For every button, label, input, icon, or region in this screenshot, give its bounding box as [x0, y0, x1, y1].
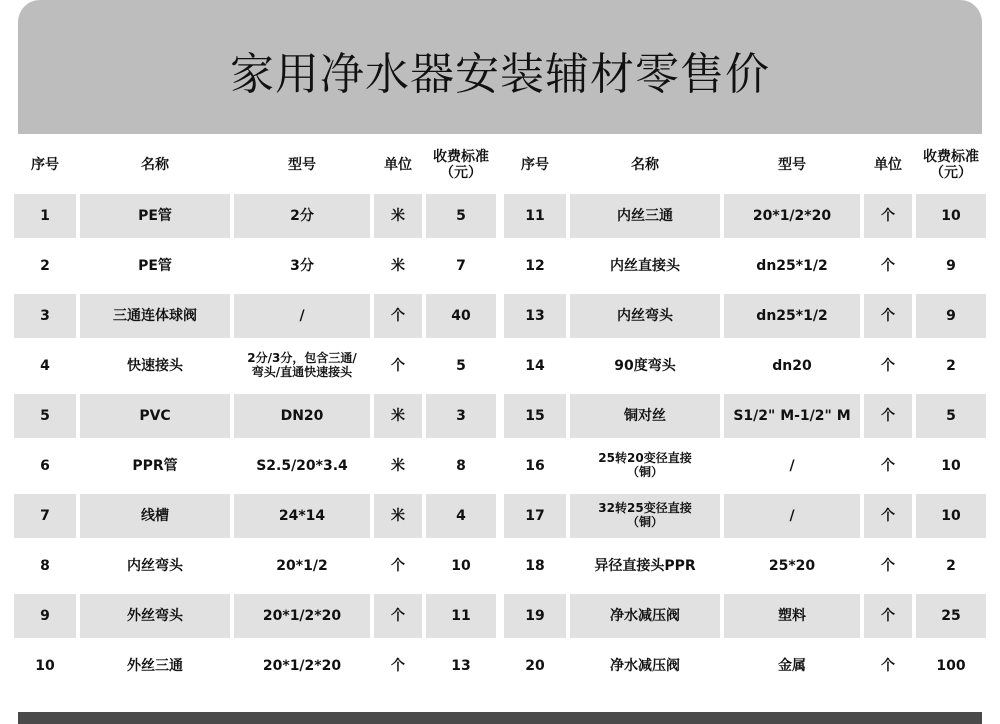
- table-row: [14, 344, 496, 388]
- cell-unit: 米: [374, 394, 422, 438]
- cell-unit: 个: [374, 594, 422, 638]
- table-row: [14, 594, 496, 638]
- price-table-right: [504, 140, 986, 695]
- cell-name: 三通连体球阀: [80, 294, 230, 338]
- cell-model: 20*1/2*20: [262, 657, 342, 674]
- table-row: [504, 594, 986, 638]
- cell-index: 6: [40, 457, 50, 474]
- header-model: 型号: [778, 156, 806, 173]
- table-header-row: [504, 140, 986, 190]
- cell-unit: 个: [864, 494, 912, 538]
- cell-model: /: [789, 457, 795, 474]
- cell-fee: 2: [946, 357, 956, 374]
- header-index: 序号: [31, 156, 59, 173]
- cell-fee: 5: [456, 357, 466, 374]
- cell-index: 1: [14, 194, 76, 238]
- cell-name: PVC: [80, 394, 230, 438]
- cell-unit: 个: [881, 557, 895, 574]
- table-row: [504, 544, 986, 588]
- table-row: [14, 244, 496, 288]
- cell-name: PE管: [80, 194, 230, 238]
- cell-name: 线槽: [80, 494, 230, 538]
- page-title: 家用净水器安装辅材零售价: [230, 49, 770, 100]
- cell-unit: 个: [374, 294, 422, 338]
- cell-fee: 10: [941, 457, 961, 474]
- cell-unit: 个: [864, 594, 912, 638]
- cell-fee: 25: [916, 594, 986, 638]
- table-row: [14, 644, 496, 688]
- cell-fee: 9: [946, 257, 956, 274]
- price-table-left: [14, 140, 504, 695]
- header-unit: 单位: [874, 156, 902, 173]
- cell-name: 90度弯头: [614, 357, 676, 374]
- cell-name: PPR管: [132, 457, 178, 474]
- cell-fee: 13: [451, 657, 471, 674]
- table-row: [14, 544, 496, 588]
- table-row: [14, 444, 496, 488]
- cell-index: 9: [14, 594, 76, 638]
- cell-model: 塑料: [724, 594, 860, 638]
- table-row: [504, 394, 986, 438]
- table-row: [504, 194, 986, 238]
- cell-unit: 个: [864, 294, 912, 338]
- cell-index: 10: [35, 657, 55, 674]
- cell-name: 25转20变径直接 （铜）: [598, 451, 692, 479]
- cell-fee: 11: [426, 594, 496, 638]
- cell-unit: 个: [881, 357, 895, 374]
- header-unit: 单位: [384, 156, 412, 173]
- header-fee: 收费标准 （元）: [433, 148, 489, 181]
- cell-fee: 2: [946, 557, 956, 574]
- cell-name: 内丝三通: [570, 194, 720, 238]
- cell-model: 20*1/2: [276, 557, 328, 574]
- cell-model: 2分: [234, 194, 370, 238]
- header-name: 名称: [141, 156, 169, 173]
- cell-name: 外丝弯头: [80, 594, 230, 638]
- cell-model: 24*14: [234, 494, 370, 538]
- cell-index: 3: [14, 294, 76, 338]
- cell-name: PE管: [138, 257, 172, 274]
- cell-fee: 8: [456, 457, 466, 474]
- cell-model: 2分/3分，包含三通/ 弯头/直通快速接头: [247, 351, 357, 379]
- cell-fee: 5: [916, 394, 986, 438]
- cell-fee: 9: [916, 294, 986, 338]
- price-tables: [14, 140, 986, 695]
- header-model: 型号: [288, 156, 316, 173]
- cell-model: 金属: [778, 657, 806, 674]
- cell-name: 净水减压阀: [570, 594, 720, 638]
- table-row: [14, 394, 496, 438]
- cell-model: 20*1/2*20: [234, 594, 370, 638]
- cell-model: dn25*1/2: [724, 294, 860, 338]
- cell-index: 14: [525, 357, 545, 374]
- cell-index: 5: [14, 394, 76, 438]
- bottom-bar: [18, 712, 982, 724]
- cell-model: S1/2" M-1/2" M: [724, 394, 860, 438]
- cell-unit: 个: [864, 394, 912, 438]
- cell-name: 异径直接头PPR: [594, 557, 696, 574]
- cell-fee: 3: [426, 394, 496, 438]
- cell-index: 20: [525, 657, 545, 674]
- cell-index: 8: [40, 557, 50, 574]
- cell-model: dn20: [772, 357, 812, 374]
- cell-unit: 个: [391, 557, 405, 574]
- cell-fee: 10: [916, 194, 986, 238]
- cell-name: 净水减压阀: [610, 657, 680, 674]
- cell-name: 铜对丝: [570, 394, 720, 438]
- cell-fee: 100: [936, 657, 966, 674]
- cell-fee: 10: [916, 494, 986, 538]
- cell-fee: 10: [451, 557, 471, 574]
- cell-fee: 40: [426, 294, 496, 338]
- cell-name: 内丝直接头: [610, 257, 680, 274]
- table-row: [504, 444, 986, 488]
- cell-fee: 4: [426, 494, 496, 538]
- cell-index: 11: [504, 194, 566, 238]
- cell-unit: 个: [391, 357, 405, 374]
- cell-model: dn25*1/2: [756, 257, 828, 274]
- table-row: [14, 494, 496, 538]
- cell-index: 2: [40, 257, 50, 274]
- cell-index: 12: [525, 257, 545, 274]
- table-row: [504, 494, 986, 538]
- table-header-row: [14, 140, 496, 190]
- cell-unit: 个: [864, 194, 912, 238]
- cell-index: 18: [525, 557, 545, 574]
- table-row: [14, 194, 496, 238]
- cell-index: 17: [504, 494, 566, 538]
- cell-name: 快速接头: [127, 357, 183, 374]
- table-row: [504, 244, 986, 288]
- cell-name: 外丝三通: [127, 657, 183, 674]
- header-fee: 收费标准 （元）: [923, 148, 979, 181]
- cell-fee: 5: [426, 194, 496, 238]
- cell-index: 4: [40, 357, 50, 374]
- cell-name: 32转25变径直接 （铜）: [570, 494, 720, 538]
- cell-model: 25*20: [768, 557, 816, 574]
- cell-model: DN20: [234, 394, 370, 438]
- header-name: 名称: [631, 156, 659, 173]
- cell-model: 3分: [290, 257, 314, 274]
- cell-unit: 个: [881, 257, 895, 274]
- cell-fee: 7: [456, 257, 466, 274]
- cell-model: S2.5/20*3.4: [256, 457, 348, 474]
- table-row: [14, 294, 496, 338]
- cell-unit: 个: [391, 657, 405, 674]
- cell-index: 16: [525, 457, 545, 474]
- cell-unit: 米: [374, 194, 422, 238]
- table-row: [504, 344, 986, 388]
- cell-name: 内丝弯头: [127, 557, 183, 574]
- cell-index: 7: [14, 494, 76, 538]
- cell-unit: 米: [374, 494, 422, 538]
- table-row: [504, 294, 986, 338]
- cell-unit: 米: [391, 257, 405, 274]
- cell-index: 15: [504, 394, 566, 438]
- cell-model: 20*1/2*20: [724, 194, 860, 238]
- cell-model: /: [234, 294, 370, 338]
- cell-unit: 米: [391, 457, 405, 474]
- cell-index: 13: [504, 294, 566, 338]
- table-row: [504, 644, 986, 688]
- cell-model: /: [724, 494, 860, 538]
- cell-name: 内丝弯头: [570, 294, 720, 338]
- cell-index: 19: [504, 594, 566, 638]
- cell-unit: 个: [881, 457, 895, 474]
- cell-unit: 个: [881, 657, 895, 674]
- header-index: 序号: [521, 156, 549, 173]
